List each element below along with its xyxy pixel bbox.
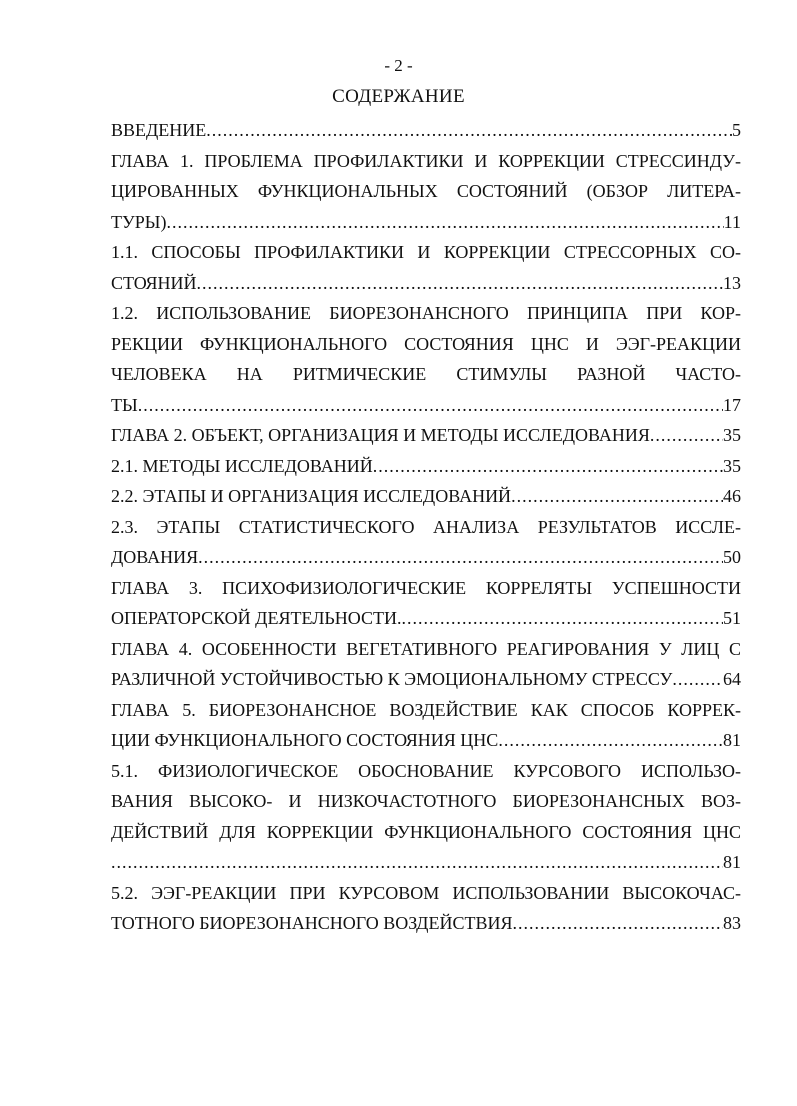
toc-page-number: 64 — [723, 669, 741, 689]
toc-entry-text: ГЛАВА 4. ОСОБЕННОСТИ ВЕГЕТАТИВНОГО РЕАГИРОВАНИЯ У ЛИЦ С — [111, 638, 741, 659]
toc-entry-text: РАЗЛИЧНОЙ УСТОЙЧИВОСТЬЮ К ЭМОЦИОНАЛЬНОМУ СТРЕССУ — [111, 669, 673, 689]
toc-entry-text: 1.1. СПОСОБЫ ПРОФИЛАКТИКИ И КОРРЕКЦИИ СТРЕССОРНЫХ СО- — [111, 242, 741, 262]
dot-leader — [511, 481, 723, 512]
toc-entry-text: ГЛАВА 2. ОБЪЕКТ, ОРГАНИЗАЦИЯ И МЕТОДЫ ИССЛЕДОВАНИЯ — [111, 425, 650, 445]
toc-page-number: 81 — [723, 730, 741, 750]
toc-entry — [111, 664, 741, 695]
dot-leader — [498, 725, 723, 756]
toc-page-number: 35 — [723, 425, 741, 445]
toc-entry — [111, 542, 741, 573]
dot-leader — [373, 451, 723, 482]
toc-entry — [111, 481, 741, 512]
toc-entry-text: ЦИРОВАННЫХ ФУНКЦИОНАЛЬНЫХ СОСТОЯНИЙ (ОБЗОР ЛИТЕРА- — [111, 181, 741, 201]
toc-entry — [111, 390, 741, 421]
dot-leader — [198, 542, 723, 573]
toc-entry-text: ВВЕДЕНИЕ — [111, 120, 207, 140]
toc-entry-text: 2.1. МЕТОДЫ ИССЛЕДОВАНИЙ — [111, 455, 373, 476]
toc-entry-text: 2.2. ЭТАПЫ И ОРГАНИЗАЦИЯ ИССЛЕДОВАНИЙ — [111, 486, 512, 506]
toc-entry-text: ТЫ — [111, 394, 138, 415]
page-number: - 2 - — [384, 56, 413, 75]
toc-entry-text: ДЕЙСТВИЙ ДЛЯ КОРРЕКЦИИ ФУНКЦИОНАЛЬНОГО СОСТОЯНИЯ ЦНС — [111, 821, 741, 842]
toc-page-number: 50 — [723, 547, 741, 567]
toc-page-number: 13 — [723, 272, 741, 293]
dot-leader — [111, 847, 723, 878]
toc-entry — [111, 115, 741, 146]
toc-entry — [111, 908, 741, 939]
toc-page-number: 35 — [723, 455, 741, 476]
toc-entry — [111, 268, 741, 299]
dot-leader — [672, 664, 723, 695]
toc-entry — [111, 420, 741, 451]
table-of-contents — [111, 115, 741, 939]
toc-entry — [111, 451, 741, 482]
toc-page-number: 83 — [723, 913, 741, 933]
toc-entry — [111, 725, 741, 756]
toc-entry-text: ЦИИ ФУНКЦИОНАЛЬНОГО СОСТОЯНИЯ ЦНС — [111, 730, 499, 750]
toc-page-number: 81 — [723, 852, 741, 872]
toc-entry — [111, 207, 741, 238]
toc-entry-text: 2.3. ЭТАПЫ СТАТИСТИЧЕСКОГО АНАЛИЗА РЕЗУЛЬТАТОВ ИССЛЕ- — [111, 516, 741, 537]
dot-leader — [650, 420, 723, 451]
toc-entry-text: 5.1. ФИЗИОЛОГИЧЕСКОЕ ОБОСНОВАНИЕ КУРСОВОГО ИСПОЛЬЗО- — [111, 760, 741, 781]
toc-entry-text: ГЛАВА 3. ПСИХОФИЗИОЛОГИЧЕСКИЕ КОРРЕЛЯТЫ УСПЕШНОСТИ — [111, 577, 741, 598]
toc-page-number: 11 — [723, 211, 741, 232]
toc-entry — [111, 847, 741, 878]
page-title: СОДЕРЖАНИЕ — [332, 86, 465, 107]
toc-page-number: 46 — [723, 486, 741, 506]
dot-leader — [138, 390, 723, 421]
toc-entry-text: ГЛАВА 5. БИОРЕЗОНАНСНОЕ ВОЗДЕЙСТВИЕ КАК СПОСОБ КОРРЕК- — [111, 699, 741, 720]
toc-entry-text: 1.2. ИСПОЛЬЗОВАНИЕ БИОРЕЗОНАНСНОГО ПРИНЦИПА ПРИ КОР- — [111, 303, 741, 323]
toc-entry-text: РЕКЦИИ ФУНКЦИОНАЛЬНОГО СОСТОЯНИЯ ЦНС И ЭЭГ-РЕАКЦИИ — [111, 333, 741, 354]
dot-leader — [166, 207, 723, 238]
toc-entry-text: ГЛАВА 1. ПРОБЛЕМА ПРОФИЛАКТИКИ И КОРРЕКЦИИ СТРЕССИНДУ- — [111, 150, 741, 171]
toc-entry-text: ТУРЫ) — [111, 211, 167, 232]
dot-leader — [196, 268, 723, 299]
dot-leader — [401, 603, 723, 634]
toc-page-number: 51 — [723, 608, 741, 628]
toc-entry-text: ТОТНОГО БИОРЕЗОНАНСНОГО ВОЗДЕЙСТВИЯ — [111, 913, 513, 933]
toc-page-number: 17 — [723, 394, 741, 415]
toc-entry-text: СТОЯНИЙ — [111, 272, 197, 293]
toc-entry-text: 5.2. ЭЭГ-РЕАКЦИИ ПРИ КУРСОВОМ ИСПОЛЬЗОВАНИИ ВЫСОКОЧАС- — [111, 882, 741, 903]
toc-entry-text: ДОВАНИЯ — [111, 547, 199, 567]
toc-entry-text: ВАНИЯ ВЫСОКО- И НИЗКОЧАСТОТНОГО БИОРЕЗОНАНСНЫХ ВОЗ- — [111, 791, 741, 811]
toc-entry-text: ЧЕЛОВЕКА НА РИТМИЧЕСКИЕ СТИМУЛЫ РАЗНОЙ ЧАСТО- — [111, 364, 741, 384]
toc-entry — [111, 603, 741, 634]
dot-leader — [512, 908, 723, 939]
toc-page-number: 5 — [732, 120, 741, 140]
toc-entry-text: ОПЕРАТОРСКОЙ ДЕЯТЕЛЬНОСТИ. — [111, 608, 402, 628]
dot-leader — [206, 115, 732, 146]
